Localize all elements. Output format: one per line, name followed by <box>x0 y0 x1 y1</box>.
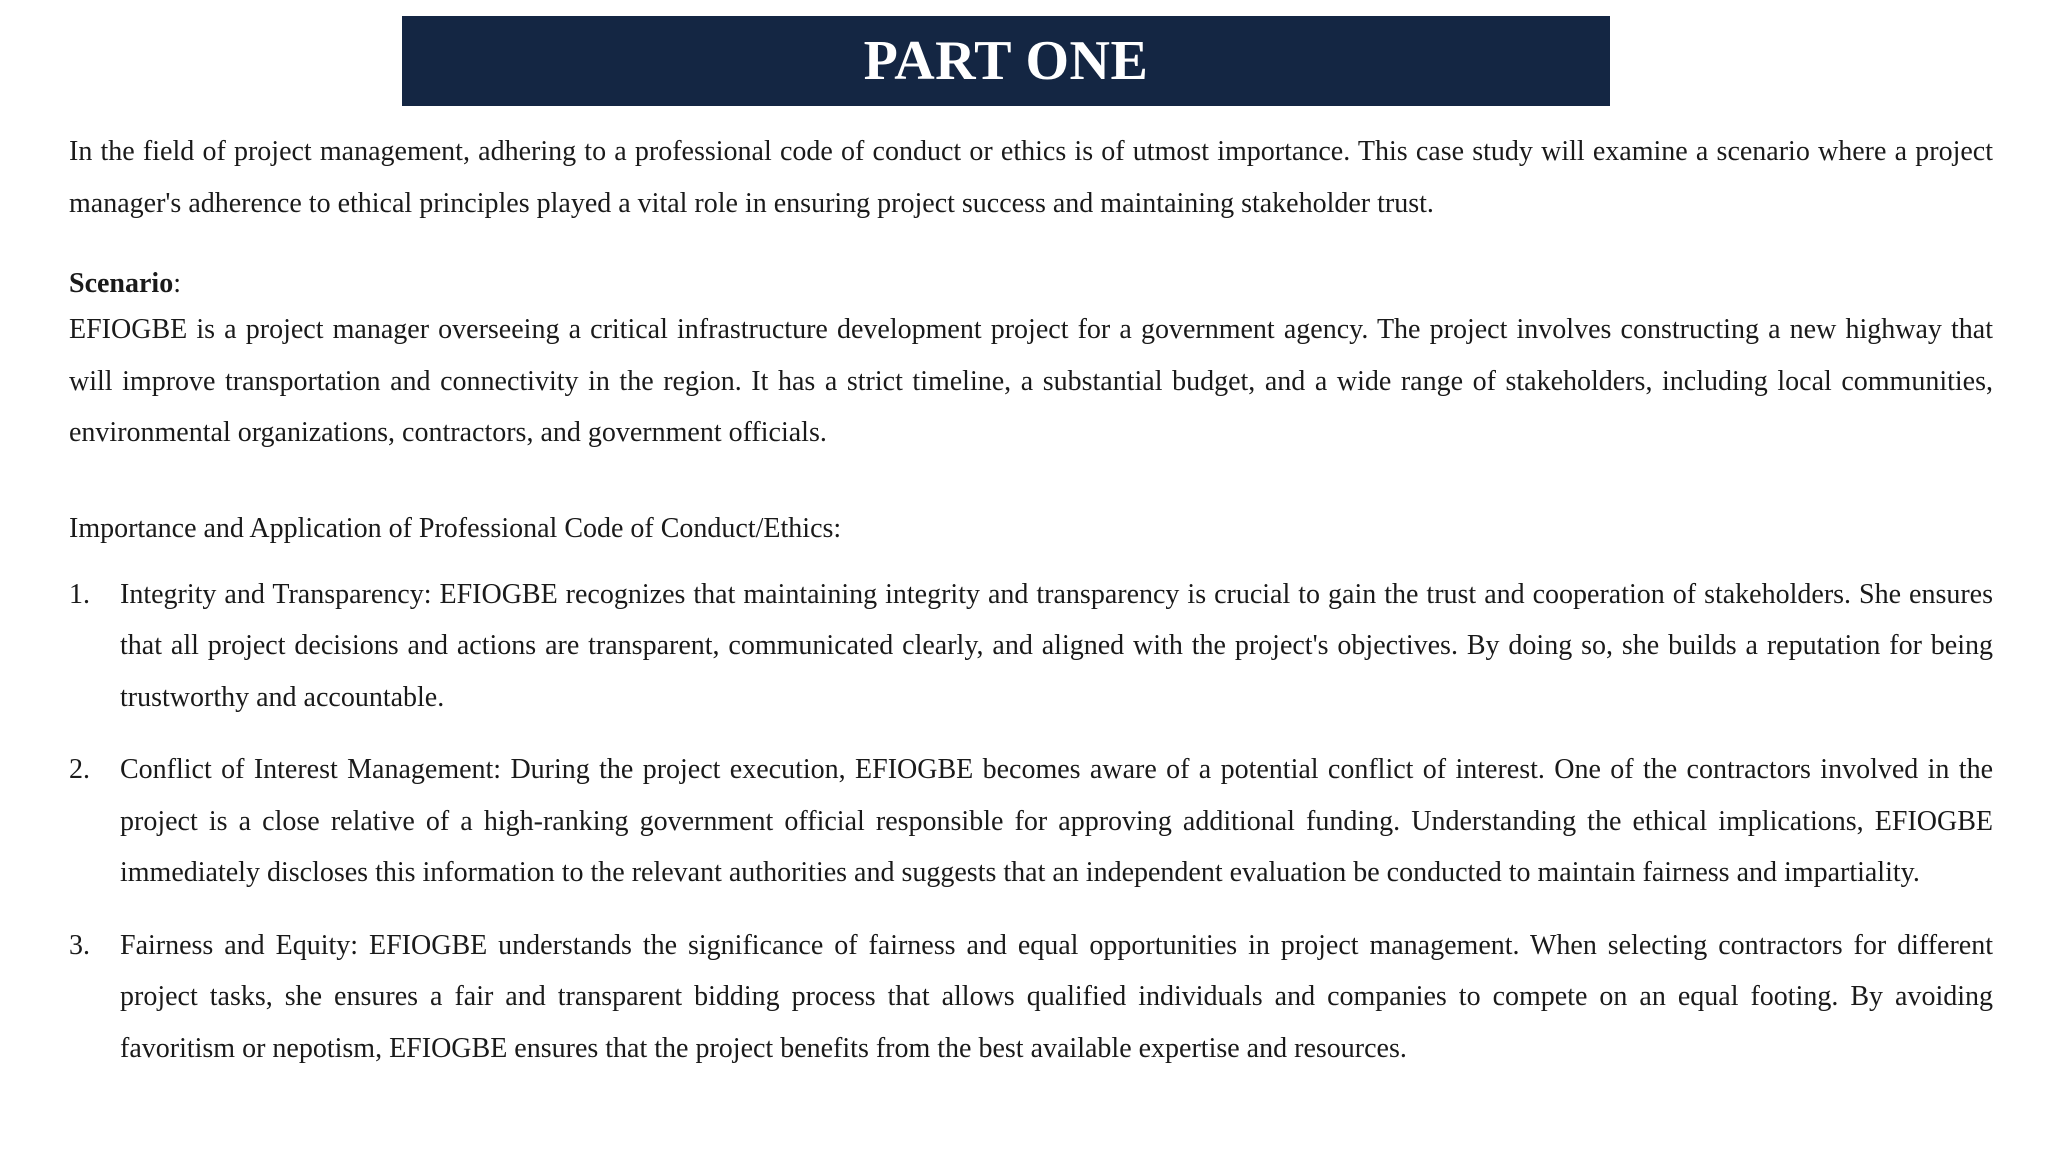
document-page <box>69 16 1993 1095</box>
scenario-section <box>69 264 1993 459</box>
intro-paragraph: In the field of project management, adhering to a professional code of conduct or ethics is of utmost importance. This case study will examine a scenario where a project manager's adherence to ethical principles played a vital role in ensuring project success and maintaining stakeholder trust. <box>69 136 1993 219</box>
list-item-text: Conflict of Interest Management: During the project execution, EFIOGBE becomes aware of a potential conflict of interest. One of the contractors involved in the project is a close relative of a high-ranking government official responsible for approving additional funding. Understanding the ethical implications, EFIOGBE immediately discloses this information to the relevant authorities and suggests that an independent evaluation be conducted to maintain fairness and impartiality. <box>120 754 1993 888</box>
list-item <box>69 569 1993 724</box>
scenario-label: Scenario <box>69 268 174 299</box>
list-item-text: Fairness and Equity: EFIOGBE understands the significance of fairness and equal opportunities in project management. When selecting contractors for different project tasks, she ensures a fair and transparent bidding process that allows qualified individuals and companies to compete on an equal footing. By avoiding favoritism or nepotism, EFIOGBE ensures that the project benefits from the best available expertise and resources. <box>120 929 1993 1064</box>
scenario-heading <box>69 264 1993 304</box>
list-item <box>69 920 1993 1075</box>
title-banner <box>402 16 1610 106</box>
list-item-number: 2. <box>69 754 90 785</box>
scenario-paragraph: EFIOGBE is a project manager overseeing a critical infrastructure development project for a government agency. The project involves constructing a new highway that will improve transportation and connectivity in the region. It has a strict timeline, a substantial budget, and a wide range of stakeholders, including local communities, environmental organizations, contractors, and government officials. <box>69 314 1993 448</box>
importance-heading: Importance and Application of Professional Code of Conduct/Ethics: <box>69 512 842 544</box>
list-item <box>69 744 1993 899</box>
scenario-colon: : <box>173 268 181 299</box>
list-item-number: 3. <box>69 929 90 961</box>
list-item-number: 1. <box>69 578 90 610</box>
page-title: PART ONE <box>863 30 1149 92</box>
list-item-text: Integrity and Transparency: EFIOGBE recognizes that maintaining integrity and transparency is crucial to gain the trust and cooperation of stakeholders. She ensures that all project decisions and actions are transparent, communicated clearly, and aligned with the project's objectives. By doing so, she builds a reputation for being trustworthy and accountable. <box>120 578 1993 713</box>
ethics-points-list <box>69 569 1993 1075</box>
